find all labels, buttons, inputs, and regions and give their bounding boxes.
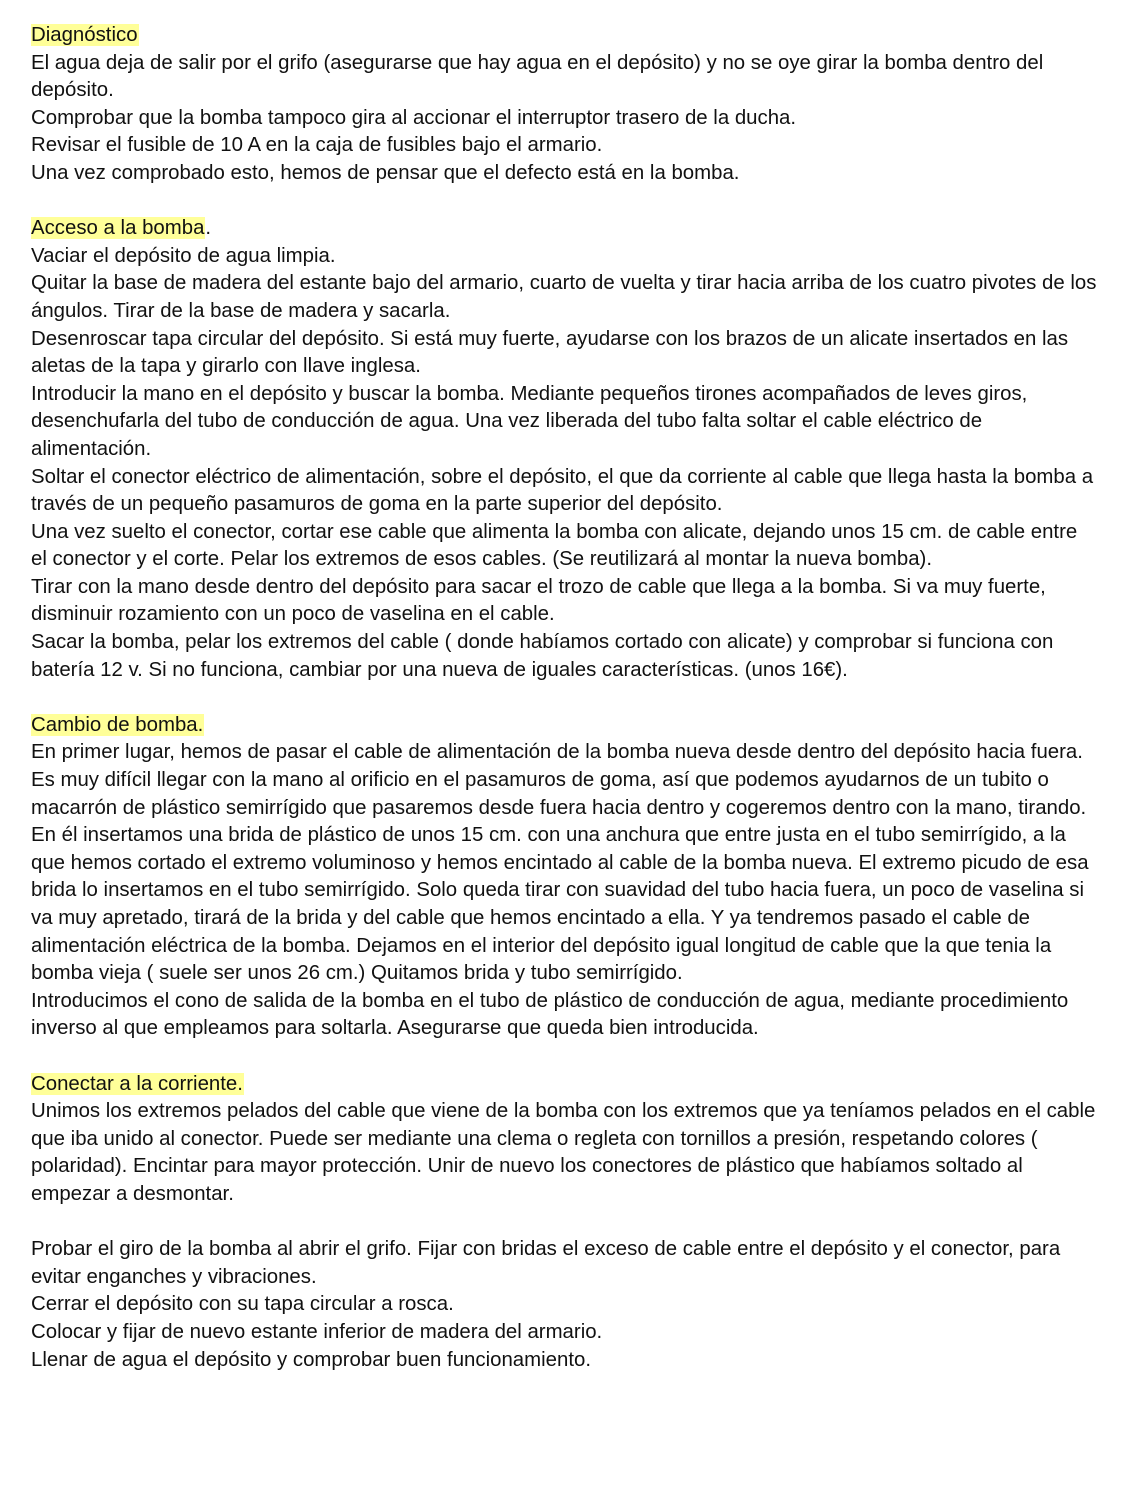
paragraph: Comprobar que la bomba tampoco gira al accionar el interruptor trasero de la ducha. (31, 106, 797, 129)
section-heading (31, 712, 1097, 740)
heading-highlight: Cambio de bomba. (31, 713, 204, 736)
section-cambio-bomba (31, 712, 1097, 1043)
paragraph: Unimos los extremos pelados del cable que viene de la bomba con los extremos que ya teníamos pelados en el cable que iba unido al conector. Puede ser mediante una clema o regleta con tornillos a presión, respetando colores ( polaridad). Encintar para mayor protección. Unir de nuevo los conectores de plástico que habíamos soltado al empezar a desmontar. (31, 1100, 1096, 1205)
paragraph: Probar el giro de la bomba al abrir el grifo. Fijar con bridas el exceso de cable entre el depósito y el conector, para evitar enganches y vibraciones. (31, 1238, 1061, 1288)
paragraph: Revisar el fusible de 10 A en la caja de fusibles bajo el armario. (31, 134, 603, 157)
final-steps (31, 1236, 1097, 1374)
section-spacer (31, 684, 1097, 712)
section-spacer (31, 1043, 1097, 1071)
heading-highlight: Diagnóstico (31, 24, 138, 46)
paragraph: Soltar el conector eléctrico de alimentación, sobre el depósito, el que da corriente al cable que llega hasta la bomba a través de un pequeño pasamuros de goma en la parte superior del depósito. (31, 465, 1094, 516)
section-spacer (31, 188, 1097, 216)
paragraph: Sacar la bomba, pelar los extremos del cable ( donde habíamos cortado con alicate) y comprobar si funciona con batería 12 v. Si no funciona, cambiar por una nueva de iguales características. (unos 16€). (31, 631, 1054, 681)
paragraph: Introducir la mano en el depósito y buscar la bomba. Mediante pequeños tirones acompañados de leves giros, desenchufarla del tubo de conducción de agua. Una vez liberada del tubo falta soltar el cable eléctrico de alimentación. (31, 382, 1028, 460)
paragraph: El agua deja de salir por el grifo (asegurarse que hay agua en el depósito) y no se oye girar la bomba dentro del depósito. (31, 51, 1044, 102)
paragraph: Vaciar el depósito de agua limpia. (31, 244, 336, 267)
paragraph: Introducimos el cono de salida de la bomba en el tubo de plástico de conducción de agua, mediante procedimiento inverso al que empleamos para soltarla. Asegurarse que queda bien introducida. (31, 989, 1069, 1040)
paragraph: En primer lugar, hemos de pasar el cable de alimentación de la bomba nueva desde dentro del depósito hacia fuera. Es muy difícil llegar con la mano al orificio en el pasamuros de goma, así que podemos ayudarnos de un tubito o macarrón de plástico semirrígido que pasaremos desde fuera hacia dentro y cogeremos dentro con la mano, tirando. En él insertamos una brida de plástico de unos 15 cm. con una anchura que entre justa en el tubo semirrígido, a la que hemos cortado el extremo voluminoso y hemos encintado al cable de la bomba nueva. El extremo picudo de esa brida lo insertamos en el tubo semirrígido. Solo queda tirar con suavidad del tubo hacia fuera, un poco de vaselina si va muy apretado, tirará de la brida y del cable que hemos encintado a ella. Y ya tendremos pasado el cable de alimentación eléctrica de la bomba. Dejamos en el interior del depósito igual longitud de cable que la que tenia la bomba vieja ( suele ser unos 26 cm.) Quitamos brida y tubo semirrígido. (31, 741, 1089, 985)
paragraph: Una vez suelto el conector, cortar ese cable que alimenta la bomba con alicate, dejando unos 15 cm. de cable entre el conector y el corte. Pelar los extremos de esos cables. (Se reutilizará al montar la nueva bomba). (31, 520, 1078, 571)
paragraph: Quitar la base de madera del estante bajo del armario, cuarto de vuelta y tirar hacia arriba de los cuatro pivotes de los ángulos. Tirar de la base de madera y sacarla. (31, 272, 1097, 322)
heading-highlight: Acceso a la bomba (31, 217, 205, 240)
section-acceso-bomba (31, 215, 1097, 684)
section-heading (31, 22, 1097, 50)
heading-highlight: Conectar a la corriente. (31, 1072, 243, 1095)
paragraph: Tirar con la mano desde dentro del depósito para sacar el trozo de cable que llega a la bomba. Si va muy fuerte, disminuir rozamiento con un poco de vaselina en el cable. (31, 575, 1046, 626)
section-diagnostico (31, 22, 1097, 188)
section-conectar-corriente (31, 1071, 1097, 1209)
paragraph: Colocar y fijar de nuevo estante inferior de madera del armario. (31, 1320, 603, 1343)
paragraph: Cerrar el depósito con su tapa circular a rosca. (31, 1293, 454, 1316)
paragraph: Una vez comprobado esto, hemos de pensar que el defecto está en la bomba. (31, 161, 740, 184)
section-heading (31, 1071, 1097, 1099)
paragraph: Desenroscar tapa circular del depósito. Si está muy fuerte, ayudarse con los brazos de un alicate insertados en las aletas de la tapa y girarlo con llave inglesa. (31, 327, 1069, 378)
paragraph: Llenar de agua el depósito y comprobar buen funcionamiento. (31, 1348, 591, 1371)
section-spacer (31, 1209, 1097, 1237)
section-heading (31, 215, 1097, 243)
heading-suffix: . (205, 217, 212, 240)
